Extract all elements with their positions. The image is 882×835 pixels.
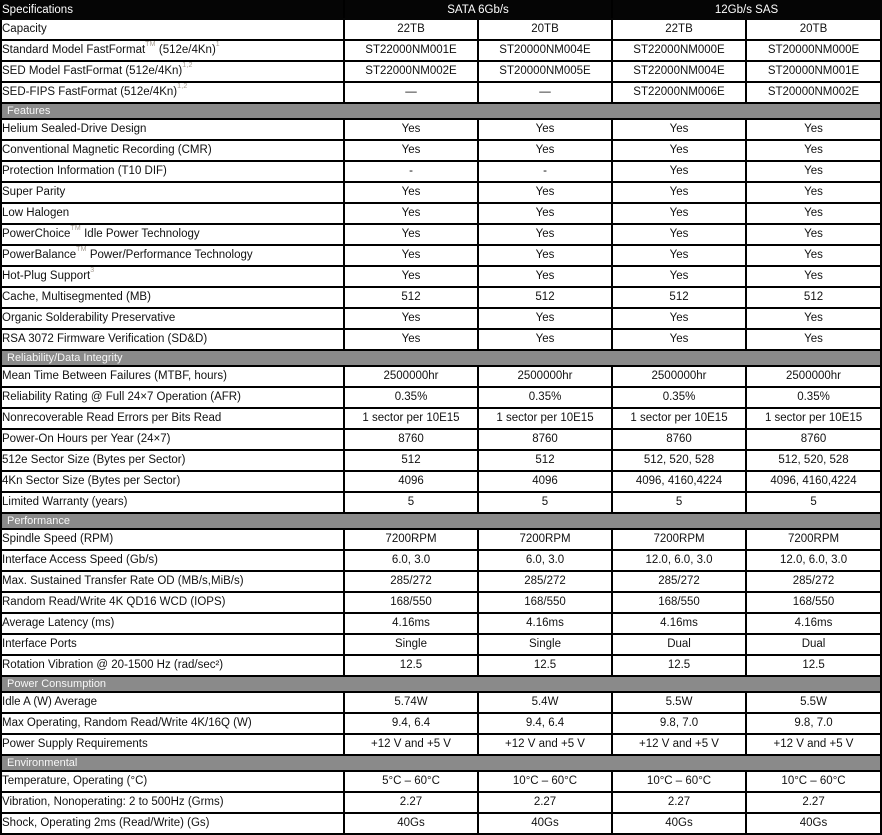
spec-table-body	[1, 19, 881, 834]
spec-value-cell: 4.16ms	[344, 613, 478, 634]
spec-row	[1, 550, 881, 571]
spec-row-label: SED-FIPS FastFormat $(512e/4Kn)^{1,2}$	[1, 82, 344, 103]
spec-value-cell: 10°C – 60°C	[746, 771, 881, 792]
spec-value-cell: Single	[478, 634, 612, 655]
spec-value-cell: Yes	[612, 203, 746, 224]
spec-row-label: Average Latency (ms)	[1, 613, 344, 634]
spec-value-cell: 2.27	[612, 792, 746, 813]
spec-row-label: Mean Time Between Failures (MTBF, hours)	[1, 366, 344, 387]
spec-row-label: Interface Ports	[1, 634, 344, 655]
spec-row	[1, 529, 881, 550]
section-title: Performance	[1, 513, 881, 529]
spec-value-cell: 2.27	[478, 792, 612, 813]
table-header-row	[1, 1, 881, 19]
section-header-row	[1, 755, 881, 771]
spec-row	[1, 450, 881, 471]
spec-value-cell: Yes	[612, 245, 746, 266]
superscript-note: 3	[90, 267, 95, 275]
spec-value-cell: -	[344, 161, 478, 182]
spec-value-cell: ST20000NM002E	[746, 82, 881, 103]
spec-value-cell: 2500000hr	[344, 366, 478, 387]
spec-value-cell: 10°C – 60°C	[478, 771, 612, 792]
spec-value-cell: 5	[478, 492, 612, 513]
spec-row	[1, 571, 881, 592]
spec-value-cell: Yes	[612, 224, 746, 245]
header-group-sas: 12Gb/s SAS	[612, 1, 881, 19]
spec-row-label: Super Parity	[1, 182, 344, 203]
spec-value-cell: Yes	[478, 329, 612, 350]
spec-row-label: SED Model FastFormat $(512e/4Kn)^{1,2}$	[1, 61, 344, 82]
spec-row	[1, 792, 881, 813]
spec-row	[1, 161, 881, 182]
spec-value-cell: +12 V and +5 V	[478, 734, 612, 755]
spec-value-cell: Yes	[344, 119, 478, 140]
spec-value-cell: 0.35%	[746, 387, 881, 408]
spec-value-cell: Yes	[478, 308, 612, 329]
spec-row	[1, 471, 881, 492]
spec-value-cell: 4.16ms	[478, 613, 612, 634]
spec-row	[1, 287, 881, 308]
spec-value-cell: 22TB	[344, 19, 478, 40]
spec-value-cell: 8760	[746, 429, 881, 450]
spec-row	[1, 224, 881, 245]
spec-row-label: Capacity	[1, 19, 344, 40]
spec-row-label: Limited Warranty (years)	[1, 492, 344, 513]
spec-value-cell: 20TB	[478, 19, 612, 40]
spec-row	[1, 245, 881, 266]
spec-value-cell: Yes	[746, 266, 881, 287]
spec-value-cell: 512	[344, 450, 478, 471]
spec-value-cell: Yes	[746, 329, 881, 350]
spec-value-cell: 285/272	[612, 571, 746, 592]
spec-row-label: Reliability Rating @ Full 24×7 Operation (AFR)	[1, 387, 344, 408]
spec-row-label: PowerBalance™ Power/Performance Technology	[1, 245, 344, 266]
spec-row-label: Organic Solderability Preservative	[1, 308, 344, 329]
spec-value-cell: 9.8, 7.0	[612, 713, 746, 734]
spec-value-cell: Yes	[344, 245, 478, 266]
spec-value-cell: Yes	[478, 140, 612, 161]
spec-row	[1, 634, 881, 655]
spec-value-cell: 4.16ms	[612, 613, 746, 634]
spec-value-cell: 12.5	[478, 655, 612, 676]
spec-value-cell: 1 sector per 10E15	[478, 408, 612, 429]
spec-value-cell: Yes	[344, 224, 478, 245]
spec-value-cell: 2.27	[344, 792, 478, 813]
spec-row	[1, 119, 881, 140]
spec-row	[1, 182, 881, 203]
spec-value-cell: 512, 520, 528	[746, 450, 881, 471]
spec-value-cell: ST20000NM005E	[478, 61, 612, 82]
spec-row	[1, 592, 881, 613]
spec-value-cell: 10°C – 60°C	[612, 771, 746, 792]
spec-value-cell: 0.35%	[344, 387, 478, 408]
section-header-row	[1, 350, 881, 366]
spec-value-cell: 2500000hr	[612, 366, 746, 387]
spec-value-cell: ST22000NM006E	[612, 82, 746, 103]
spec-row-label: Max Operating, Random Read/Write 4K/16Q (W)	[1, 713, 344, 734]
spec-row	[1, 308, 881, 329]
spec-value-cell: Yes	[746, 119, 881, 140]
spec-value-cell: 9.4, 6.4	[478, 713, 612, 734]
spec-value-cell: Yes	[344, 329, 478, 350]
spec-row	[1, 40, 881, 61]
spec-value-cell: 6.0, 3.0	[344, 550, 478, 571]
spec-value-cell: ST22000NM004E	[612, 61, 746, 82]
spec-row	[1, 408, 881, 429]
spec-row	[1, 82, 881, 103]
spec-value-cell: 0.35%	[478, 387, 612, 408]
spec-row	[1, 329, 881, 350]
spec-row-label: Hot-Plug Support$^3$	[1, 266, 344, 287]
spec-value-cell: 0.35%	[612, 387, 746, 408]
spec-value-cell: 4096, 4160,4224	[746, 471, 881, 492]
spec-value-cell: Yes	[344, 140, 478, 161]
spec-row	[1, 734, 881, 755]
spec-value-cell: 40Gs	[612, 813, 746, 834]
spec-value-cell: 168/550	[612, 592, 746, 613]
section-title: Features	[1, 103, 881, 119]
spec-row	[1, 61, 881, 82]
spec-value-cell: 7200RPM	[746, 529, 881, 550]
spec-value-cell: Yes	[746, 245, 881, 266]
spec-value-cell: Yes	[612, 161, 746, 182]
spec-value-cell: Yes	[478, 203, 612, 224]
spec-value-cell: 1 sector per 10E15	[344, 408, 478, 429]
spec-value-cell: 2500000hr	[746, 366, 881, 387]
spec-value-cell: Yes	[746, 161, 881, 182]
superscript-note: 1,2	[182, 62, 193, 70]
spec-value-cell: 1 sector per 10E15	[746, 408, 881, 429]
spec-value-cell: 285/272	[344, 571, 478, 592]
spec-row-label: Temperature, Operating (°C)	[1, 771, 344, 792]
spec-row-label: Power-On Hours per Year (24×7)	[1, 429, 344, 450]
spec-row	[1, 771, 881, 792]
spec-value-cell: 5.4W	[478, 692, 612, 713]
spec-value-cell: 512	[746, 287, 881, 308]
section-title: Reliability/Data Integrity	[1, 350, 881, 366]
spec-row	[1, 429, 881, 450]
spec-row	[1, 387, 881, 408]
spec-value-cell: 5	[612, 492, 746, 513]
superscript-note: TM	[70, 225, 81, 233]
spec-value-cell: 285/272	[746, 571, 881, 592]
spec-value-cell: Yes	[612, 140, 746, 161]
spec-row-label: Cache, Multisegmented (MB)	[1, 287, 344, 308]
spec-value-cell: Yes	[478, 119, 612, 140]
spec-value-cell: 8760	[344, 429, 478, 450]
spec-row-label: Conventional Magnetic Recording (CMR)	[1, 140, 344, 161]
spec-value-cell: 12.5	[344, 655, 478, 676]
spec-row-label: Max. Sustained Transfer Rate OD (MB/s,MiB/s)	[1, 571, 344, 592]
spec-row	[1, 203, 881, 224]
spec-value-cell: 2.27	[746, 792, 881, 813]
spec-value-cell: 12.5	[612, 655, 746, 676]
spec-row-label: PowerChoice™ Idle Power Technology	[1, 224, 344, 245]
spec-value-cell: 4096	[478, 471, 612, 492]
spec-value-cell: 285/272	[478, 571, 612, 592]
spec-value-cell: 20TB	[746, 19, 881, 40]
spec-value-cell: 4096, 4160,4224	[612, 471, 746, 492]
section-header-row	[1, 513, 881, 529]
spec-value-cell: Yes	[478, 182, 612, 203]
spec-value-cell: 168/550	[344, 592, 478, 613]
spec-value-cell: Yes	[612, 266, 746, 287]
spec-value-cell: 22TB	[612, 19, 746, 40]
spec-value-cell: Single	[344, 634, 478, 655]
spec-row	[1, 366, 881, 387]
spec-value-cell: ST20000NM001E	[746, 61, 881, 82]
spec-value-cell: ST20000NM000E	[746, 40, 881, 61]
spec-value-cell: Yes	[612, 182, 746, 203]
spec-value-cell: 6.0, 3.0	[478, 550, 612, 571]
spec-value-cell: 40Gs	[344, 813, 478, 834]
spec-value-cell: 7200RPM	[612, 529, 746, 550]
spec-value-cell: Yes	[612, 329, 746, 350]
spec-value-cell: Yes	[344, 308, 478, 329]
spec-value-cell: 5°C – 60°C	[344, 771, 478, 792]
spec-value-cell: ST22000NM002E	[344, 61, 478, 82]
spec-value-cell: 12.5	[746, 655, 881, 676]
spec-value-cell: Yes	[344, 182, 478, 203]
spec-value-cell: 7200RPM	[344, 529, 478, 550]
spec-value-cell: Yes	[612, 119, 746, 140]
spec-value-cell: Yes	[746, 308, 881, 329]
superscript-note: 1	[215, 41, 220, 49]
spec-value-cell: ST22000NM000E	[612, 40, 746, 61]
spec-value-cell: 8760	[478, 429, 612, 450]
spec-value-cell: 7200RPM	[478, 529, 612, 550]
spec-value-cell: 5	[344, 492, 478, 513]
spec-value-cell: Yes	[746, 140, 881, 161]
spec-row-label: Rotation Vibration @ 20-1500 Hz (rad/sec²)	[1, 655, 344, 676]
spec-row	[1, 266, 881, 287]
section-title: Environmental	[1, 755, 881, 771]
spec-row	[1, 19, 881, 40]
spec-value-cell: Yes	[478, 266, 612, 287]
spec-row-label: RSA 3072 Firmware Verification (SD&D)	[1, 329, 344, 350]
spec-row-label: Spindle Speed (RPM)	[1, 529, 344, 550]
spec-value-cell: 12.0, 6.0, 3.0	[612, 550, 746, 571]
spec-value-cell: 168/550	[478, 592, 612, 613]
spec-row	[1, 613, 881, 634]
spec-value-cell: Yes	[344, 266, 478, 287]
spec-row	[1, 140, 881, 161]
superscript-note: TM	[76, 246, 87, 254]
spec-value-cell: 512	[478, 287, 612, 308]
spec-value-cell: 8760	[612, 429, 746, 450]
spec-value-cell: ST22000NM001E	[344, 40, 478, 61]
spec-value-cell: 5.5W	[746, 692, 881, 713]
spec-value-cell: 4.16ms	[746, 613, 881, 634]
spec-row-label: Interface Access Speed (Gb/s)	[1, 550, 344, 571]
section-title: Power Consumption	[1, 676, 881, 692]
spec-row	[1, 655, 881, 676]
spec-value-cell: Yes	[746, 182, 881, 203]
spec-value-cell: 512	[612, 287, 746, 308]
spec-value-cell: 4096	[344, 471, 478, 492]
spec-value-cell: +12 V and +5 V	[344, 734, 478, 755]
spec-value-cell: ST20000NM004E	[478, 40, 612, 61]
spec-value-cell: 2500000hr	[478, 366, 612, 387]
spec-row-label: Power Supply Requirements	[1, 734, 344, 755]
section-header-row	[1, 103, 881, 119]
spec-value-cell: Yes	[478, 224, 612, 245]
spec-row-label: Vibration, Nonoperating: 2 to 500Hz (Grms)	[1, 792, 344, 813]
spec-value-cell: 5.74W	[344, 692, 478, 713]
spec-value-cell: Yes	[612, 308, 746, 329]
spec-value-cell: Yes	[746, 203, 881, 224]
spec-value-cell: Dual	[746, 634, 881, 655]
superscript-note: 1,2	[177, 83, 188, 91]
spec-row	[1, 492, 881, 513]
spec-row-label: Low Halogen	[1, 203, 344, 224]
spec-row	[1, 713, 881, 734]
spec-value-cell: +12 V and +5 V	[746, 734, 881, 755]
spec-value-cell: 5.5W	[612, 692, 746, 713]
spec-row-label: Shock, Operating 2ms (Read/Write) (Gs)	[1, 813, 344, 834]
header-group-sata: SATA 6Gb/s	[344, 1, 612, 19]
spec-value-cell: Yes	[478, 245, 612, 266]
spec-row-label: 512e Sector Size (Bytes per Sector)	[1, 450, 344, 471]
spec-value-cell: 512	[478, 450, 612, 471]
spec-value-cell: 12.0, 6.0, 3.0	[746, 550, 881, 571]
spec-value-cell: Yes	[746, 224, 881, 245]
spec-value-cell: Dual	[612, 634, 746, 655]
spec-value-cell: Yes	[344, 203, 478, 224]
spec-row-label: Nonrecoverable Read Errors per Bits Read	[1, 408, 344, 429]
spec-value-cell: 5	[746, 492, 881, 513]
spec-value-cell: 40Gs	[746, 813, 881, 834]
spec-value-cell: —	[344, 82, 478, 103]
spec-value-cell: 9.8, 7.0	[746, 713, 881, 734]
spec-value-cell: 9.4, 6.4	[344, 713, 478, 734]
spec-value-cell: 1 sector per 10E15	[612, 408, 746, 429]
spec-value-cell: 512	[344, 287, 478, 308]
spec-value-cell: —	[478, 82, 612, 103]
spec-row-label: Protection Information (T10 DIF)	[1, 161, 344, 182]
spec-value-cell: -	[478, 161, 612, 182]
spec-row-label: 4Kn Sector Size (Bytes per Sector)	[1, 471, 344, 492]
spec-row-label: Idle A (W) Average	[1, 692, 344, 713]
superscript-note: TM	[145, 41, 156, 49]
spec-value-cell: +12 V and +5 V	[612, 734, 746, 755]
spec-row-label: Random Read/Write 4K QD16 WCD (IOPS)	[1, 592, 344, 613]
spec-value-cell: 40Gs	[478, 813, 612, 834]
spec-row-label: Standard Model FastFormat™ $(512e/4Kn)^1$	[1, 40, 344, 61]
spec-value-cell: 168/550	[746, 592, 881, 613]
spec-row	[1, 692, 881, 713]
header-specifications-label: Specifications	[1, 1, 344, 19]
spec-row-label: Helium Sealed-Drive Design	[1, 119, 344, 140]
section-header-row	[1, 676, 881, 692]
spec-row	[1, 813, 881, 834]
spec-value-cell: 512, 520, 528	[612, 450, 746, 471]
